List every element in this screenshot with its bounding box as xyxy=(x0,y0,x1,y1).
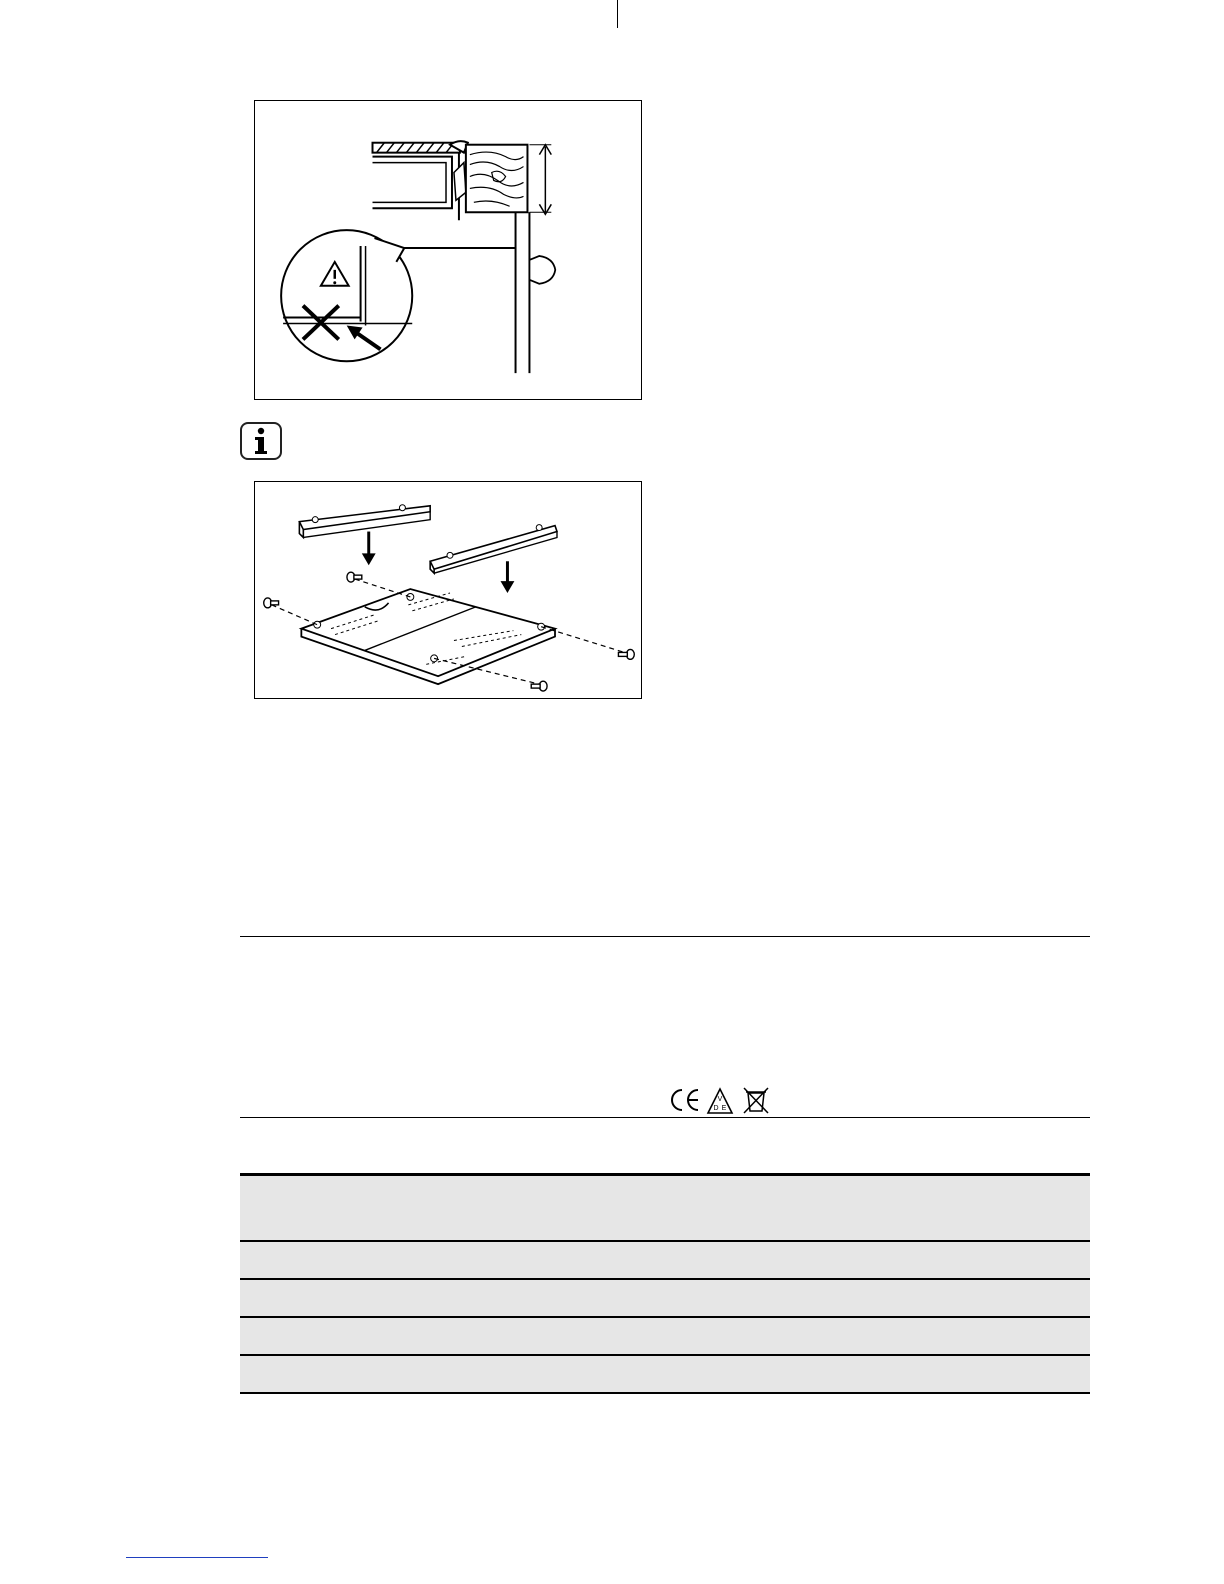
svg-text:E: E xyxy=(721,1105,727,1112)
top-divider xyxy=(617,0,618,28)
table-row xyxy=(240,1242,1090,1280)
footer-link-underline[interactable] xyxy=(126,1557,268,1558)
table-row xyxy=(240,1280,1090,1318)
svg-text:V: V xyxy=(717,1096,723,1103)
installation-figure-worktop xyxy=(254,100,642,400)
technical-data-table xyxy=(240,1173,1090,1394)
section-divider-bottom xyxy=(240,1117,1090,1118)
conformity-marks xyxy=(668,1085,778,1115)
table-header-row xyxy=(240,1176,1090,1242)
svg-text:D: D xyxy=(713,1105,719,1112)
tray-assembly-diagram xyxy=(255,482,641,698)
table-row xyxy=(240,1356,1090,1394)
info-icon xyxy=(240,422,282,460)
section-divider-top xyxy=(240,936,1090,937)
table-row xyxy=(240,1318,1090,1356)
crossed-bin-icon xyxy=(744,1088,768,1113)
worktop-diagram xyxy=(255,101,641,399)
installation-figure-tray xyxy=(254,481,642,699)
ce-mark-icon xyxy=(672,1090,698,1110)
vde-mark-icon xyxy=(708,1089,732,1113)
